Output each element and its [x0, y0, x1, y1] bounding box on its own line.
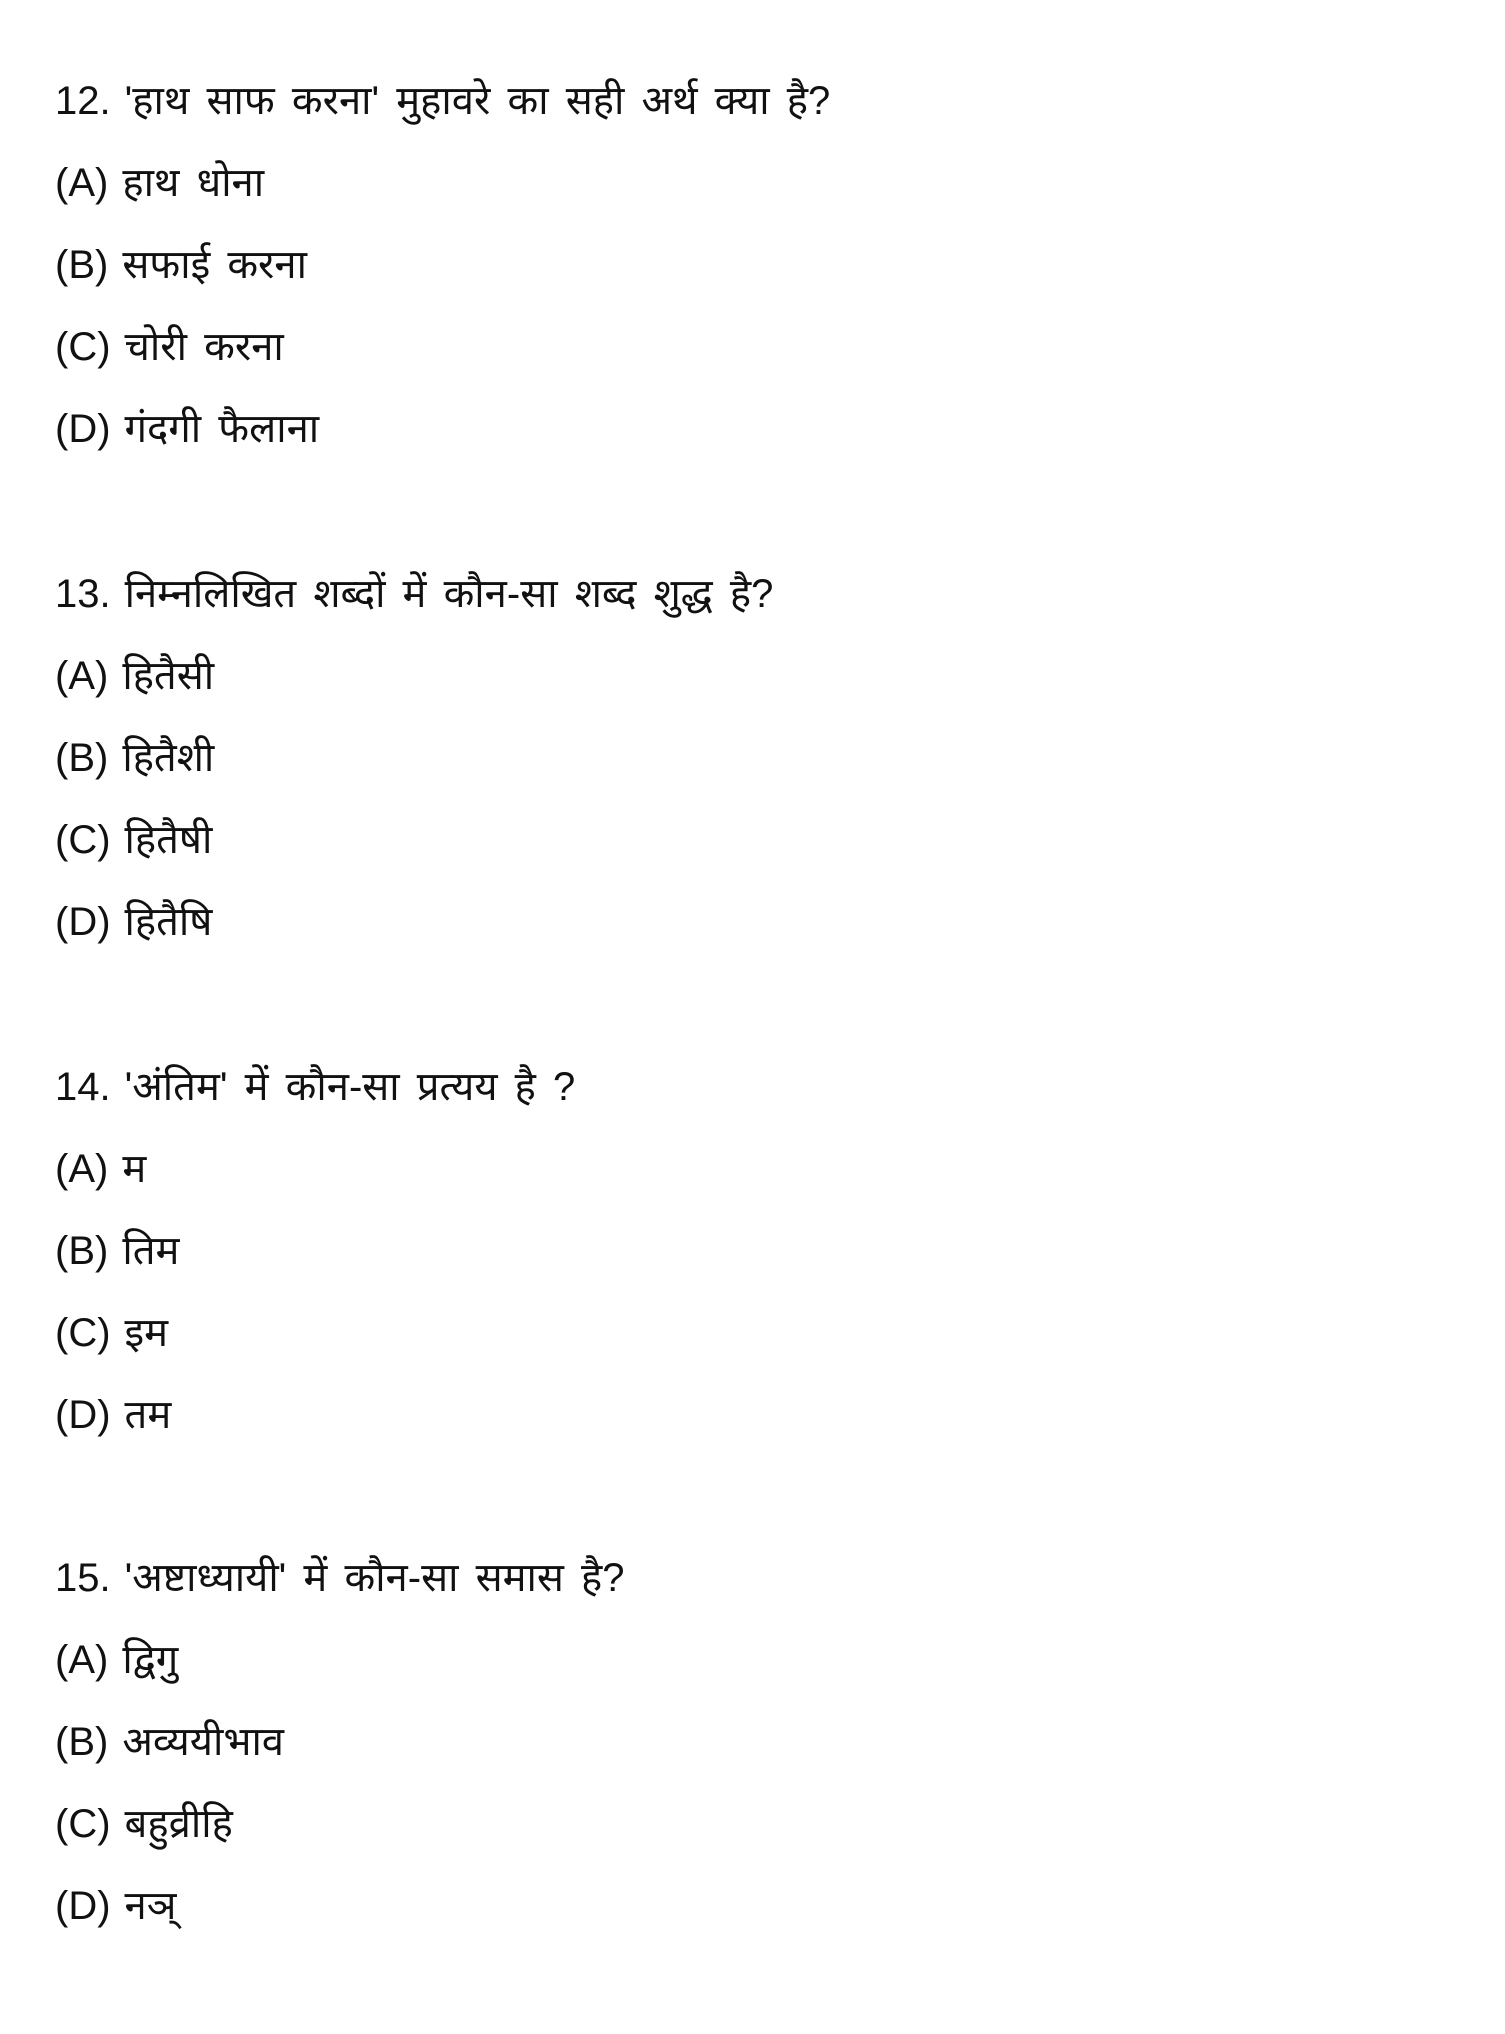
question-15 — [55, 1553, 625, 1603]
option-label: (C) — [55, 1311, 111, 1355]
option-text: चोरी करना — [124, 325, 284, 369]
option-label: (C) — [55, 818, 111, 862]
option-label: (A) — [55, 1147, 109, 1191]
question-13 — [55, 569, 773, 619]
question-text: 'अष्टाध्यायी' में कौन-सा समास है? — [124, 1556, 625, 1600]
option-item — [55, 404, 319, 454]
option-text: द्विगु — [122, 1638, 179, 1682]
option-item — [55, 1144, 146, 1194]
option-text: नञ् — [124, 1884, 177, 1928]
option-item — [55, 1308, 168, 1358]
option-label: (D) — [55, 900, 111, 944]
option-label: (C) — [55, 1802, 111, 1846]
option-text: तम — [124, 1393, 172, 1437]
option-label: (D) — [55, 1393, 111, 1437]
option-label: (D) — [55, 1884, 111, 1928]
option-item — [55, 1390, 171, 1440]
option-item — [55, 1635, 178, 1685]
option-label: (A) — [55, 1638, 109, 1682]
option-text: अव्ययीभाव — [122, 1720, 285, 1764]
question-text: 'हाथ साफ करना' मुहावरे का सही अर्थ क्या है? — [124, 79, 831, 123]
option-text: गंदगी फैलाना — [124, 407, 320, 451]
option-label: (B) — [55, 243, 109, 287]
question-text: 'अंतिम' में कौन-सा प्रत्यय है ? — [124, 1065, 576, 1109]
question-12 — [55, 76, 830, 126]
question-number: 12. — [55, 79, 111, 123]
option-label: (A) — [55, 654, 109, 698]
option-item — [55, 733, 214, 783]
option-label: (B) — [55, 1229, 109, 1273]
question-number: 13. — [55, 572, 111, 616]
option-text: इम — [124, 1311, 169, 1355]
option-text: हितैषी — [124, 818, 213, 862]
question-14 — [55, 1062, 575, 1112]
option-text: तिम — [122, 1229, 180, 1273]
option-item — [55, 815, 212, 865]
option-item — [55, 651, 214, 701]
option-label: (B) — [55, 736, 109, 780]
option-label: (C) — [55, 325, 111, 369]
option-item — [55, 1799, 233, 1849]
option-text: म — [122, 1147, 147, 1191]
option-item — [55, 322, 284, 372]
option-item — [55, 158, 264, 208]
option-text: हितैसी — [122, 654, 215, 698]
option-item — [55, 1717, 284, 1767]
option-item — [55, 240, 307, 290]
option-text: हाथ धोना — [122, 161, 265, 205]
question-text: निम्नलिखित शब्दों में कौन-सा शब्द शुद्ध है? — [124, 572, 774, 616]
option-item — [55, 1881, 176, 1931]
question-number: 15. — [55, 1556, 111, 1600]
option-text: हितैशी — [122, 736, 215, 780]
option-item — [55, 1226, 179, 1276]
option-label: (A) — [55, 161, 109, 205]
option-label: (B) — [55, 1720, 109, 1764]
option-text: सफाई करना — [122, 243, 307, 287]
option-text: बहुव्रीहि — [124, 1802, 233, 1846]
option-label: (D) — [55, 407, 111, 451]
question-number: 14. — [55, 1065, 111, 1109]
option-text: हितैषि — [124, 900, 213, 944]
option-item — [55, 897, 212, 947]
